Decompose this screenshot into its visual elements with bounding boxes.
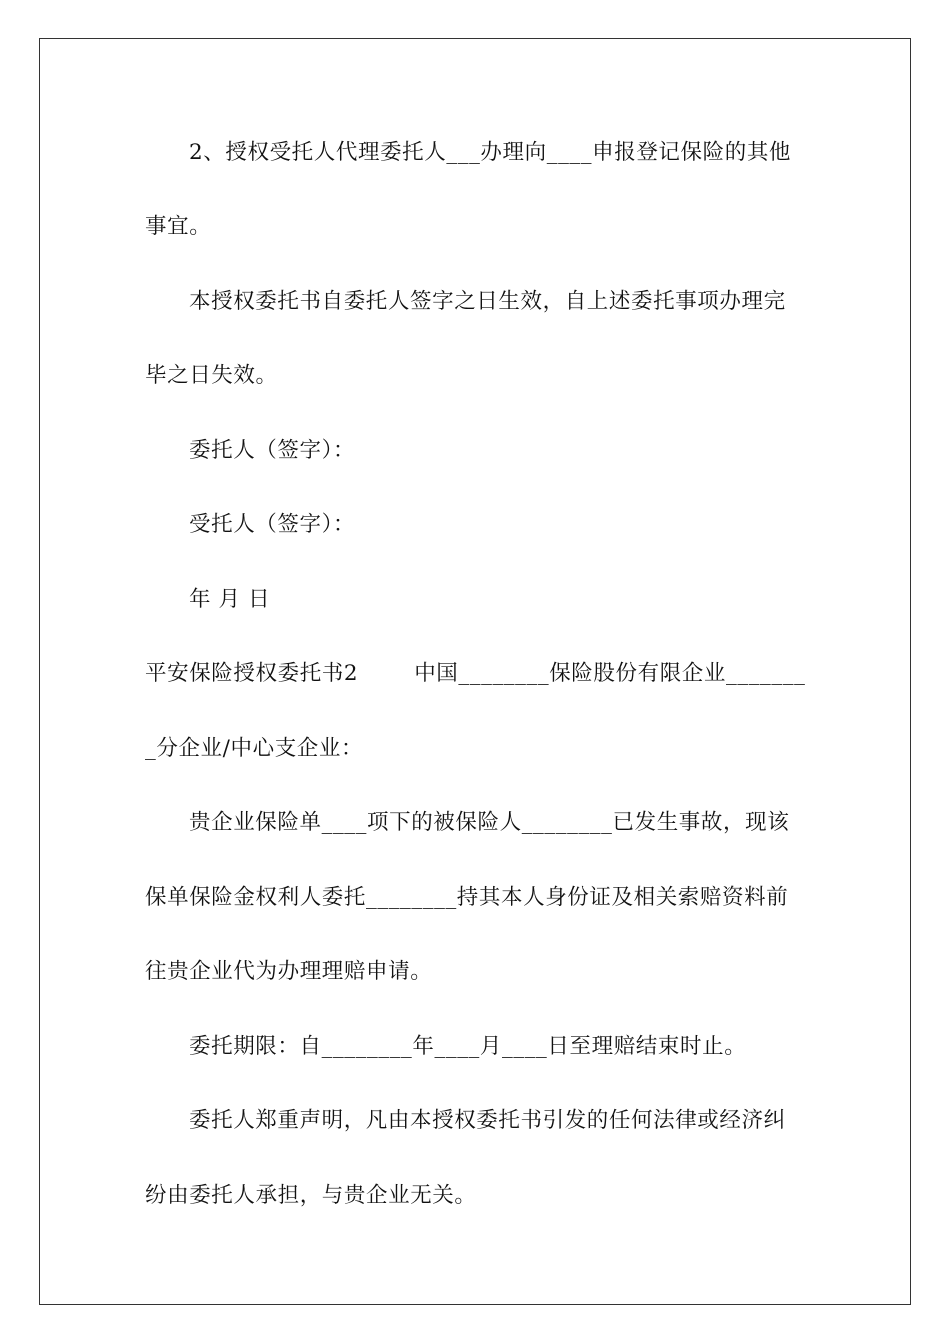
paragraph-line: 纷由委托人承担，与贵企业无关。	[145, 1183, 477, 1208]
paragraph-line: 本授权委托书自委托人签字之日生效，自上述委托事项办理完	[189, 289, 786, 314]
paragraph-line: 委托期限：自________年____月____日至理赔结束时止。	[189, 1034, 747, 1059]
paragraph-line: 委托人郑重声明，凡由本授权委托书引发的任何法律或经济纠	[189, 1108, 786, 1133]
paragraph-line: 2、授权受托人代理委托人___办理向____申报登记保险的其他	[189, 140, 792, 165]
signature-label-agent: 受托人（签字）：	[189, 512, 356, 537]
paragraph-line: 事宜。	[145, 214, 212, 239]
section-title: 平安保险授权委托书2	[145, 661, 359, 686]
paragraph-line: 保单保险金权利人委托________持其本人身份证及相关索赔资料前	[145, 885, 789, 910]
paragraph-line: _分企业/中心支企业：	[145, 736, 364, 761]
paragraph-line: 贵企业保险单____项下的被保险人________已发生事故，现该	[189, 810, 790, 835]
date-line: 年 月 日	[189, 587, 271, 612]
addressee-line: 中国________保险股份有限企业_______	[414, 661, 806, 686]
paragraph-line: 毕之日失效。	[145, 363, 278, 388]
paragraph-line: 往贵企业代为办理理赔申请。	[145, 959, 433, 984]
signature-label-principal: 委托人（签字）：	[189, 438, 356, 463]
section-title-line	[145, 659, 806, 689]
